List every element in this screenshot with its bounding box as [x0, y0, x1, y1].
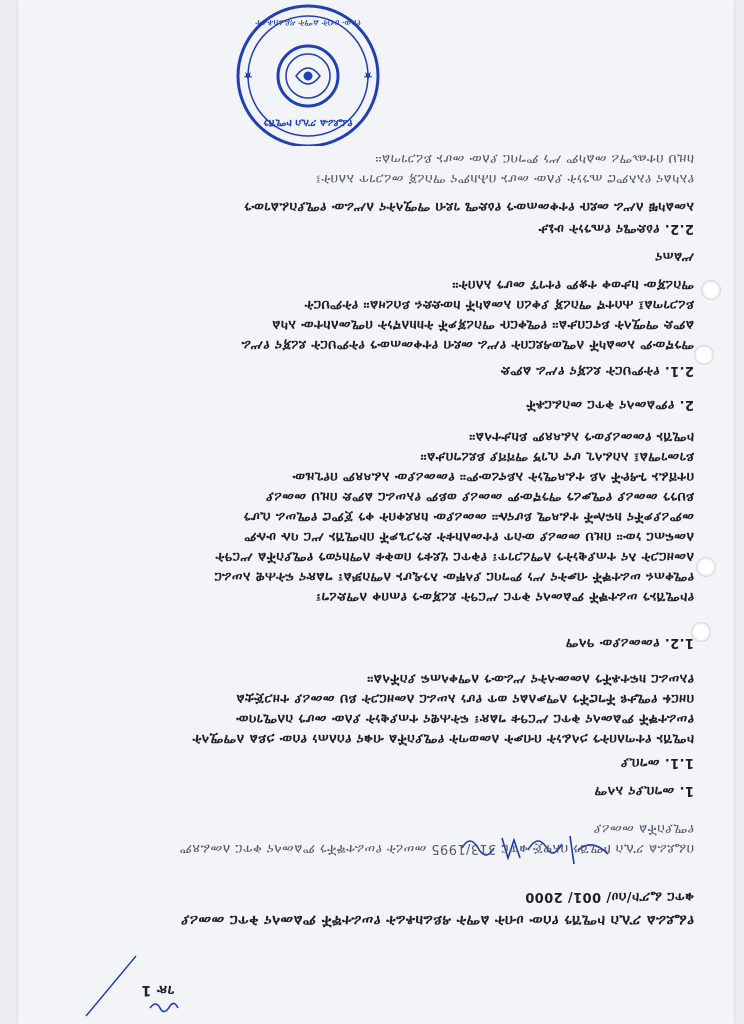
intro-line: የሚያስችል መመሪያ — [593, 821, 694, 836]
section-heading: 2.2. የዕድሜና የጤንነት ሁኔታ — [538, 221, 694, 236]
body-line: ሥልጠና — [654, 249, 694, 264]
reference-line: ቁጥር ፌፖኮ/ሰሀ/ 001/ 2000 — [524, 889, 694, 904]
body-line: ኮሚሽኑ የመመሪያውን አፈጻጸም ይከታተላል። — [468, 429, 694, 444]
svg-text:★: ★ — [362, 69, 374, 83]
section-heading: 1.1. መግቢያ — [620, 755, 694, 770]
body-line: ለመፍጠር ነው። በዚህ መመሪያ ውስጥ የተመለከቱት ድንጋጌዎች በኮሚሽኑ ሥር ባሉ ሁሉም — [243, 529, 694, 544]
svg-text:★: ★ — [242, 69, 254, 83]
section-heading: 2.1. የትምህርት ደረጃና የሥራ ልምድ — [500, 363, 694, 378]
body-line: የአሠራር ክፍተቶችን ለመሙላትና ሥራውን ለማቀላጠፍ ያስችላል። — [366, 671, 694, 686]
section-heading: 1.2. የመመሪያው ዓላማ — [565, 635, 694, 650]
body-line: ይህንን መመሪያ የሚቃረን ማንኛውም መመሪያ ወይም የአሠራር ልምድ በዚህ መመሪያ — [265, 489, 694, 504]
body-line: የሚቀጠሩ ሠራተኞች ብቃትና ሥነ ምግባር ያላቸው እንዲሆኑ ለማስቻል፣ ግልጽና ፍትሐዊ አሠራር — [214, 569, 694, 584]
body-line: ከዚህ በተጨማሪ መልካም ሥነ ምግባር ያለው መሆኑ ይረጋገጣል። — [375, 151, 694, 166]
body-line: የኮሚሽኑን ሠራተኞች ምልመላና ቅጥር ሥርዓት ደረጃውን የጠበቀ ለማድረግ፣ — [315, 589, 694, 604]
body-line: ኮሚሽኑ የተጣለበትን ኃላፊነት በብቃት ለመወጣት የሚያስችል ብቁና የሰለጠነ የሰው ኃይል ለማሟላት — [192, 731, 694, 746]
stamp-outer-text: የፌደራል ፖሊስ ኮሚሽን — [263, 117, 353, 128]
stamp-inner-text: የሰው ሀብት ልማት ዳይሬክቶሬት — [255, 17, 361, 27]
body-line: ልምድ ማሟላት ይኖርበታል። የሚቀርቡ ማስረጃዎች ትክክለኛነት በሚመለከተው አካል — [271, 317, 694, 332]
document-page — [18, 0, 734, 1024]
body-line: መምሪያዎችና ክፍሎች ተፈጻሚ ይሆናሉ። መመሪያው ከጸደቀበት ቀን ጀምሮ የሚሠራ ሲሆን — [243, 509, 694, 524]
header-line: የፌደራል ፖሊስ ኮሚሽን የሰው ሀብት ልማት ዳይሬክቶሬት የሠራተኞች ምልመላና ቅጥር መመሪያ — [180, 912, 694, 928]
intro-line: በፌደራል ፖሊስ ኮሚሽን በአዋጅ ቁጥር 313/1995 መሠረት የሠራተኞችን ምልመላና ቅጥር ለመፈጸም — [179, 841, 694, 856]
body-line: ይረጋገጣል፤ ሐሰተኛ ማስረጃ ያቀረበ አመልካች ከውድድሩ ይሰረዛል። የትምህርት — [304, 297, 694, 312]
body-line: ማንኛውም አመልካች ለሚወዳደርበት የሥራ መደብ የተቀመጠውን የትምህርት ደረጃና የሥራ — [241, 337, 694, 352]
body-line: አመልካቹ ለሥራ መደቡ የተቀመጠውን የዕድሜ ገደብ ማሟላትና ለሥራው የሚያስፈልገውን — [243, 199, 694, 214]
page-number: ገጽ 1 — [141, 982, 174, 998]
body-line: ይገመገማል፤ አስፈላጊ ሆኖ ሲገኝ ማሻሻያ ይደረግበታል። — [420, 449, 694, 464]
body-line: በዘርፉ የሚታዩ ችግሮችን ለማቃለልና ወጥ የሆነ አሠራር ለመዘርጋት ይህ መመሪያ ተዘጋጅቷል — [235, 691, 694, 706]
body-line: በተሸፈኑ ጉዳዮች ላይ ተፈጻሚነት አይኖረውም። የመመሪያው አፈጻጸም በየጊዜው — [292, 469, 694, 484]
page-text-upside-down — [18, 0, 734, 1024]
body-line: ለመዘርጋት እና ተጠያቂነትን ለማረጋገጥ፣ የቅጥር ሂደቱን በወቅቱ ለማከናወን የሚያስችል ሥርዓት — [215, 549, 694, 564]
body-line: ማስረጃው ከታወቀ ተቋም የተገኘ መሆን አለበት። — [451, 277, 694, 292]
body-line: የሠራተኞች ምልመላና ቅጥር ሥርዓቱ ግልጽ፣ ፍትሐዊና ተጠያቂነት ያለው መሆን ስለሚገባው — [235, 711, 694, 726]
section-heading: 1. መግቢያና አላማ — [594, 783, 694, 798]
body-line: የአካልና የአእምሮ ጤንነት ያለው መሆኑ በሕክምና ማስረጃ መረጋገጥ አለበት፤ — [315, 171, 694, 186]
section-heading: 2. የምልመላና ቅጥር መስፈርቶች — [526, 397, 694, 412]
